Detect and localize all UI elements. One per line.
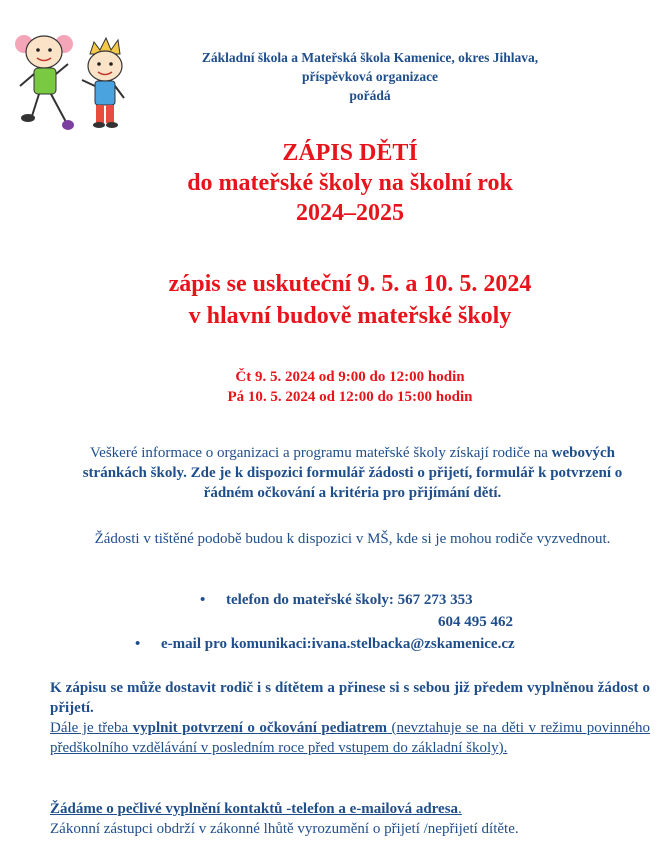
request-line [50, 799, 650, 819]
contact-phone-2: 604 495 462 [438, 614, 513, 630]
enrollment-instructions [50, 678, 650, 758]
school-header [150, 48, 590, 105]
header-school-name: Základní škola a Mateřská škola Kamenice, okres Jihlava, [201, 50, 539, 65]
opening-hours [0, 367, 665, 407]
event-dates: zápis se uskuteční 9. 5. a 10. 5. 2024 [168, 271, 532, 297]
request-bold: Žádáme o pečlivé vyplnění kontaktů -telefon a e-mailová adresa [50, 801, 459, 817]
enroll-vaccination-note [50, 718, 650, 758]
header-organizes: pořádá [349, 88, 391, 103]
legal-notice: Zákonní zástupci obdrží v zákonné lhůtě vyrozumění o přijetí /nepřijetí dítěte. [50, 821, 519, 837]
boy-figure [82, 38, 124, 128]
contact-request [50, 799, 650, 839]
enroll-bold-text: K zápisu se může dostavit rodič i s dítětem a přinese si s sebou již předem vyplněnou žádost o přijetí. [50, 680, 650, 716]
contact-phone [200, 590, 473, 610]
bullet-icon: • [200, 592, 206, 608]
contact-email [135, 634, 515, 654]
phone-text: telefon do mateřské školy: 567 273 353 [226, 592, 473, 608]
email-text: e-mail pro komunikaci:ivana.stelbacka@zskamenice.cz [161, 636, 515, 652]
enroll-pre: Dále je třeba [50, 720, 133, 736]
info-website-text: webových stránkách školy. Zde je k dispozici formulář žádosti o přijetí, formulář k potvrzení o řádném očkování a kritéria pro přijímání dětí. [82, 445, 623, 501]
hours-friday: Pá 10. 5. 2024 od 12:00 do 15:00 hodin [227, 389, 473, 405]
paper-forms-paragraph: Žádosti v tištěné podobě budou k dispozici v MŠ, kde si je mohou rodiče vyzvednout. [94, 531, 611, 547]
title-line-2: do mateřské školy na školní rok [187, 170, 513, 196]
bullet-icon: • [135, 636, 141, 652]
enroll-vaccination-link: vyplnit potvrzení o očkování pediatrem [132, 720, 387, 736]
hours-thursday: Čt 9. 5. 2024 od 9:00 do 12:00 hodin [235, 369, 465, 385]
children-clipart [6, 24, 136, 136]
girl-figure [15, 35, 74, 130]
event-title [0, 138, 665, 228]
info-text: Veškeré informace o organizaci a programu mateřské školy získají rodiče na [90, 445, 548, 461]
request-dot: . [458, 801, 462, 817]
info-paragraph [60, 443, 645, 503]
title-line-1: ZÁPIS DĚTÍ [282, 140, 418, 166]
event-date-place [0, 268, 665, 332]
header-organization: příspěvková organizace [301, 69, 439, 84]
title-line-3: 2024–2025 [296, 200, 404, 226]
enroll-post: (nevztahuje se na děti v režimu povinného předškolního vzdělávání v posledním roce před vstupem do základní školy). [50, 720, 651, 756]
event-place: v hlavní budově mateřské školy [188, 303, 512, 329]
